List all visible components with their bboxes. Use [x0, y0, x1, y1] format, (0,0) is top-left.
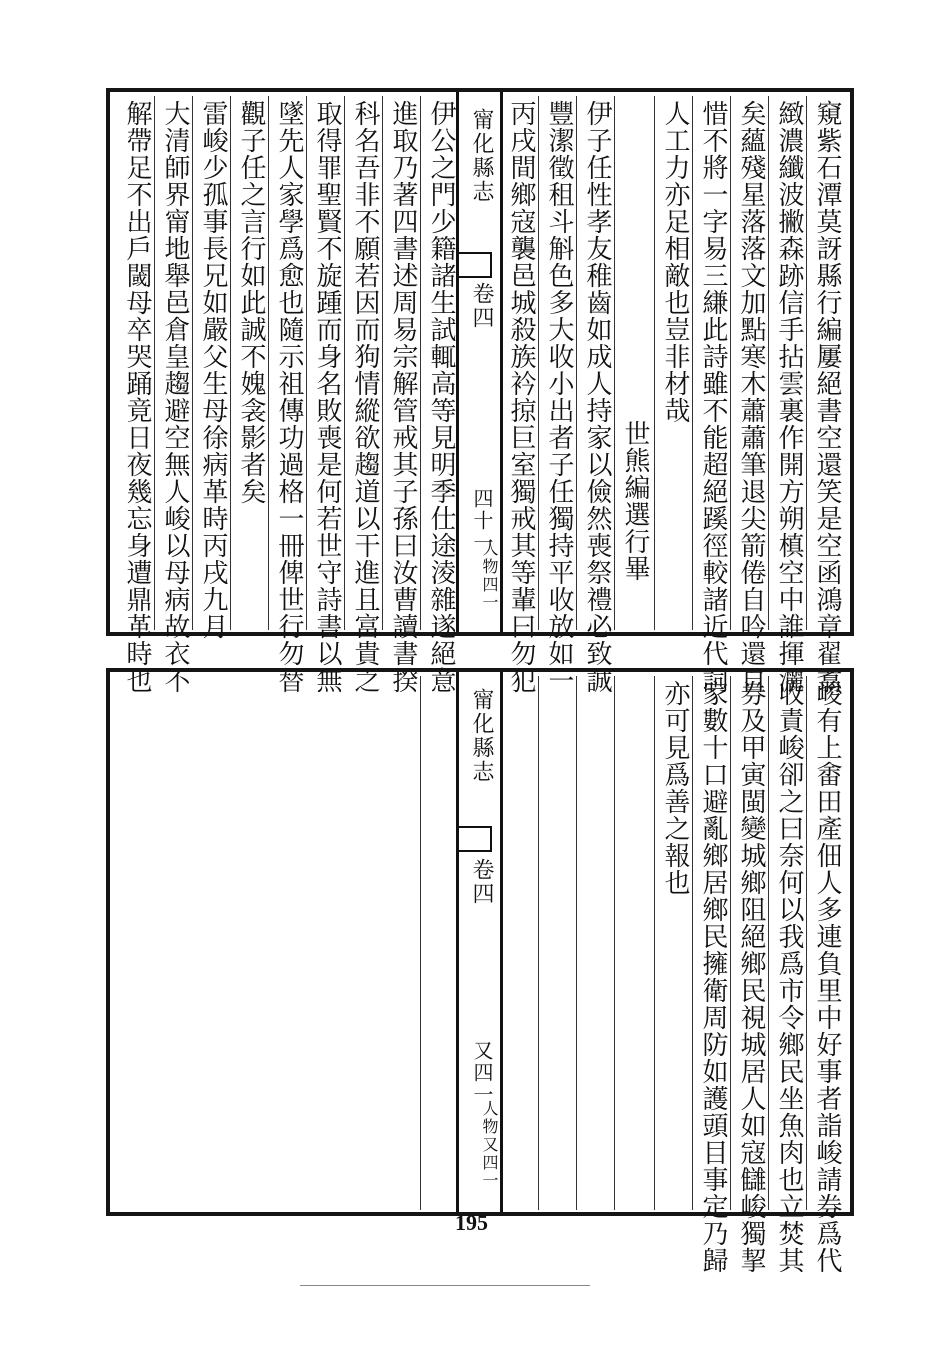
- column-rule: [538, 96, 539, 630]
- text-column: 墜先人家學爲愈也隨示祖傳功過格一冊俾世行勿替: [274, 100, 304, 694]
- text-column: 世熊編選行畢: [620, 420, 650, 582]
- page-number: 195: [455, 1210, 488, 1235]
- band-title: 甯化縣志: [469, 688, 494, 784]
- text-column: 家數十口避亂鄉居鄉民擁衛周防如護頭目事定乃歸: [698, 680, 728, 1274]
- column-rule: [306, 96, 307, 630]
- text-column: 伊子任性孝友稚齒如成人持家以儉然喪祭禮必致誠: [582, 100, 612, 694]
- text-column: 丙戌間鄉寇襲邑城殺族衿掠巨室獨戒其等輩曰勿犯: [506, 100, 536, 694]
- text-column: 券及甲寅閩變城鄉阻絕鄉民視城居人如寇讎峻獨挈: [736, 680, 766, 1274]
- column-rule: [420, 676, 421, 1210]
- column-rule: [806, 96, 807, 630]
- band-page: 又四一: [470, 1040, 494, 1106]
- column-rule: [730, 676, 731, 1210]
- column-rule: [268, 96, 269, 630]
- column-rule: [576, 96, 577, 630]
- band-page: 四十一: [470, 488, 494, 554]
- band-section: 人物四一: [480, 540, 499, 612]
- text-column: 雷峻少孤事長兄如嚴父生母徐病革時丙戌九月: [198, 100, 228, 640]
- column-rule: [576, 676, 577, 1210]
- text-column: 觀子任之言行如此誠不媿衾影者矣: [236, 100, 266, 505]
- column-rule: [654, 676, 655, 1210]
- text-column: 人工力亦足相敵也豈非材哉: [660, 100, 690, 424]
- fold-line: [500, 672, 503, 1212]
- fold-line: [500, 92, 503, 632]
- column-rule: [192, 96, 193, 630]
- column-rule: [230, 96, 231, 630]
- fishtail-marker: [456, 252, 492, 278]
- column-rule: [614, 96, 615, 630]
- column-rule: [420, 96, 421, 630]
- text-column: 窺紫石潭莫訝縣行編屢絕書空還笑是空函鴻章翟翥: [812, 100, 842, 694]
- band-volume: 卷四: [469, 282, 494, 330]
- text-column: 進取乃著四書述周易宗解管戒其子孫曰汝曹讀書揆: [388, 100, 418, 694]
- fold-line: [456, 92, 459, 632]
- text-column: 取得罪聖賢不旋踵而身名敗喪是何若世守詩書以無: [312, 100, 342, 694]
- column-rule: [344, 96, 345, 630]
- column-rule: [806, 676, 807, 1210]
- text-column: 峻有上畬田產佃人多連負里中好事者詣峻請券爲代: [812, 680, 842, 1274]
- band-volume: 卷四: [469, 858, 494, 906]
- text-column: 收責峻卻之曰奈何以我爲市令鄉民坐魚肉也立焚其: [774, 680, 804, 1274]
- text-column: 亦可見爲善之報也: [660, 680, 690, 896]
- column-rule: [768, 96, 769, 630]
- text-column: 矣蘊殘星落落文加點寒木蕭蕭筆退尖箭倦自吟還自: [736, 100, 766, 694]
- column-rule: [614, 676, 615, 1210]
- fold-line: [456, 672, 459, 1212]
- text-column: 惜不將一字易三縑此詩雖不能超絕蹊徑較諸近代詞: [698, 100, 728, 694]
- scan-artifact: [300, 1285, 590, 1286]
- column-rule: [382, 96, 383, 630]
- column-rule: [654, 96, 655, 630]
- text-column: 緻濃纖波撇森跡信手拈雲裏作開方朔槙空中誰揮灑: [774, 100, 804, 694]
- text-column: 解帶足不出戶閾母卒哭踊竟日夜幾忘身遭鼎革時也: [122, 100, 152, 694]
- text-column: 大清師界甯地舉邑倉皇趨避空無人峻以母病故衣不: [160, 100, 190, 694]
- column-rule: [730, 96, 731, 630]
- column-rule: [692, 676, 693, 1210]
- text-column: 科名吾非不願若因而狗情縱欲趨道以干進且富貴之: [350, 100, 380, 694]
- fishtail-marker: [456, 826, 492, 852]
- column-rule: [154, 96, 155, 630]
- column-rule: [768, 676, 769, 1210]
- band-section: 人物又四一: [480, 1100, 499, 1190]
- text-column: 豐潔徵租斗斛色多大收小出者子任獨持平收放如一: [544, 100, 574, 694]
- text-column: 伊公之門少籍諸生試輒高等見明季仕途淩雜遂絕意: [426, 100, 456, 694]
- column-rule: [692, 96, 693, 630]
- column-rule: [538, 676, 539, 1210]
- band-title: 甯化縣志: [469, 108, 494, 204]
